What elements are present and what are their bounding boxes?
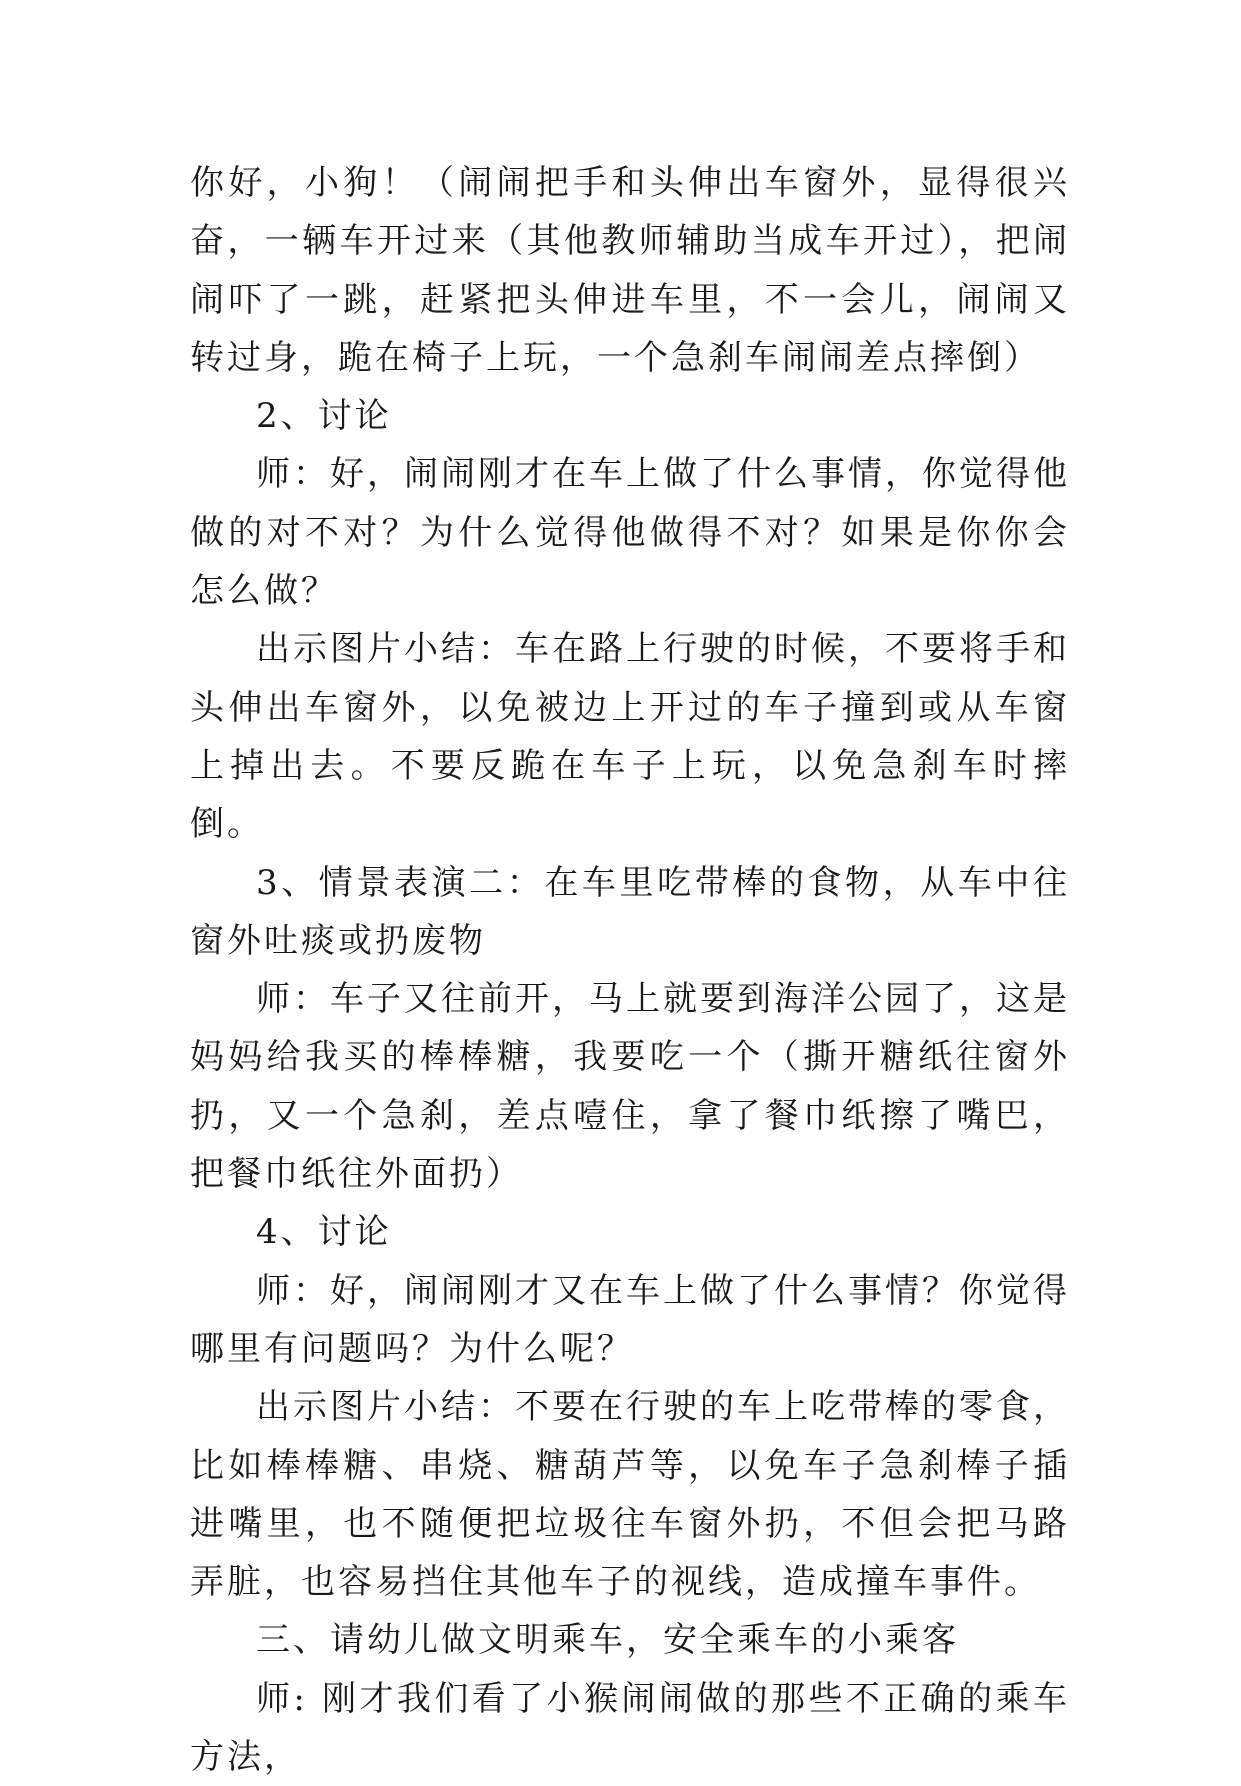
document-body bbox=[190, 154, 1070, 1786]
paragraph-7-heading: 4、讨论 bbox=[256, 1212, 392, 1253]
paragraph-5-heading: 3、情景表演二：在车里吃带棒的食物，从车中往窗外吐痰或扔废物 bbox=[190, 862, 1070, 961]
paragraph-4-summary: 出示图片小结：车在路上行驶的时候，不要将手和头伸出车窗外，以免被边上开过的车子撞到或从车窗上掉出去。不要反跪在车子上玩，以免急刹车时摔倒。 bbox=[190, 629, 1070, 845]
paragraph-3: 师：好，闹闹刚才在车上做了什么事情，你觉得他做的对不对？为什么觉得他做得不对？如果是你你会怎么做？ bbox=[190, 454, 1070, 612]
paragraph-11: 师: 刚才我们看了小猴闹闹做的那些不正确的乘车方法， bbox=[190, 1678, 1070, 1778]
paragraph-1: 你好，小狗！（闹闹把手和头伸出车窗外，显得很兴奋，一辆车开过来（其他教师辅助当成车开过），把闹闹吓了一跳，赶紧把头伸进车里，不一会儿，闹闹又转过身，跪在椅子上玩，一个急刹车闹闹差点摔倒） bbox=[190, 163, 1070, 378]
paragraph-6: 师：车子又往前开，马上就要到海洋公园了，这是妈妈给我买的棒棒糖，我要吃一个（撕开糖纸往窗外扔，又一个急刹，差点噎住，拿了餐巾纸擦了嘴巴，把餐巾纸往外面扔） bbox=[190, 979, 1070, 1195]
paragraph-8: 师：好，闹闹刚才又在车上做了什么事情？你觉得哪里有问题吗？为什么呢？ bbox=[190, 1270, 1070, 1369]
paragraph-9-summary: 出示图片小结：不要在行驶的车上吃带棒的零食，比如棒棒糖、串烧、糖葫芦等，以免车子急刹棒子插进嘴里，也不随便把垃圾往车窗外扔，不但会把马路弄脏，也容易挡住其他车子的视线，造成撞车事件。 bbox=[190, 1387, 1070, 1603]
paragraph-10-heading: 三、请幼儿做文明乘车，安全乘车的小乘客 bbox=[256, 1620, 959, 1661]
paragraph-2-heading: 2、讨论 bbox=[256, 396, 392, 437]
